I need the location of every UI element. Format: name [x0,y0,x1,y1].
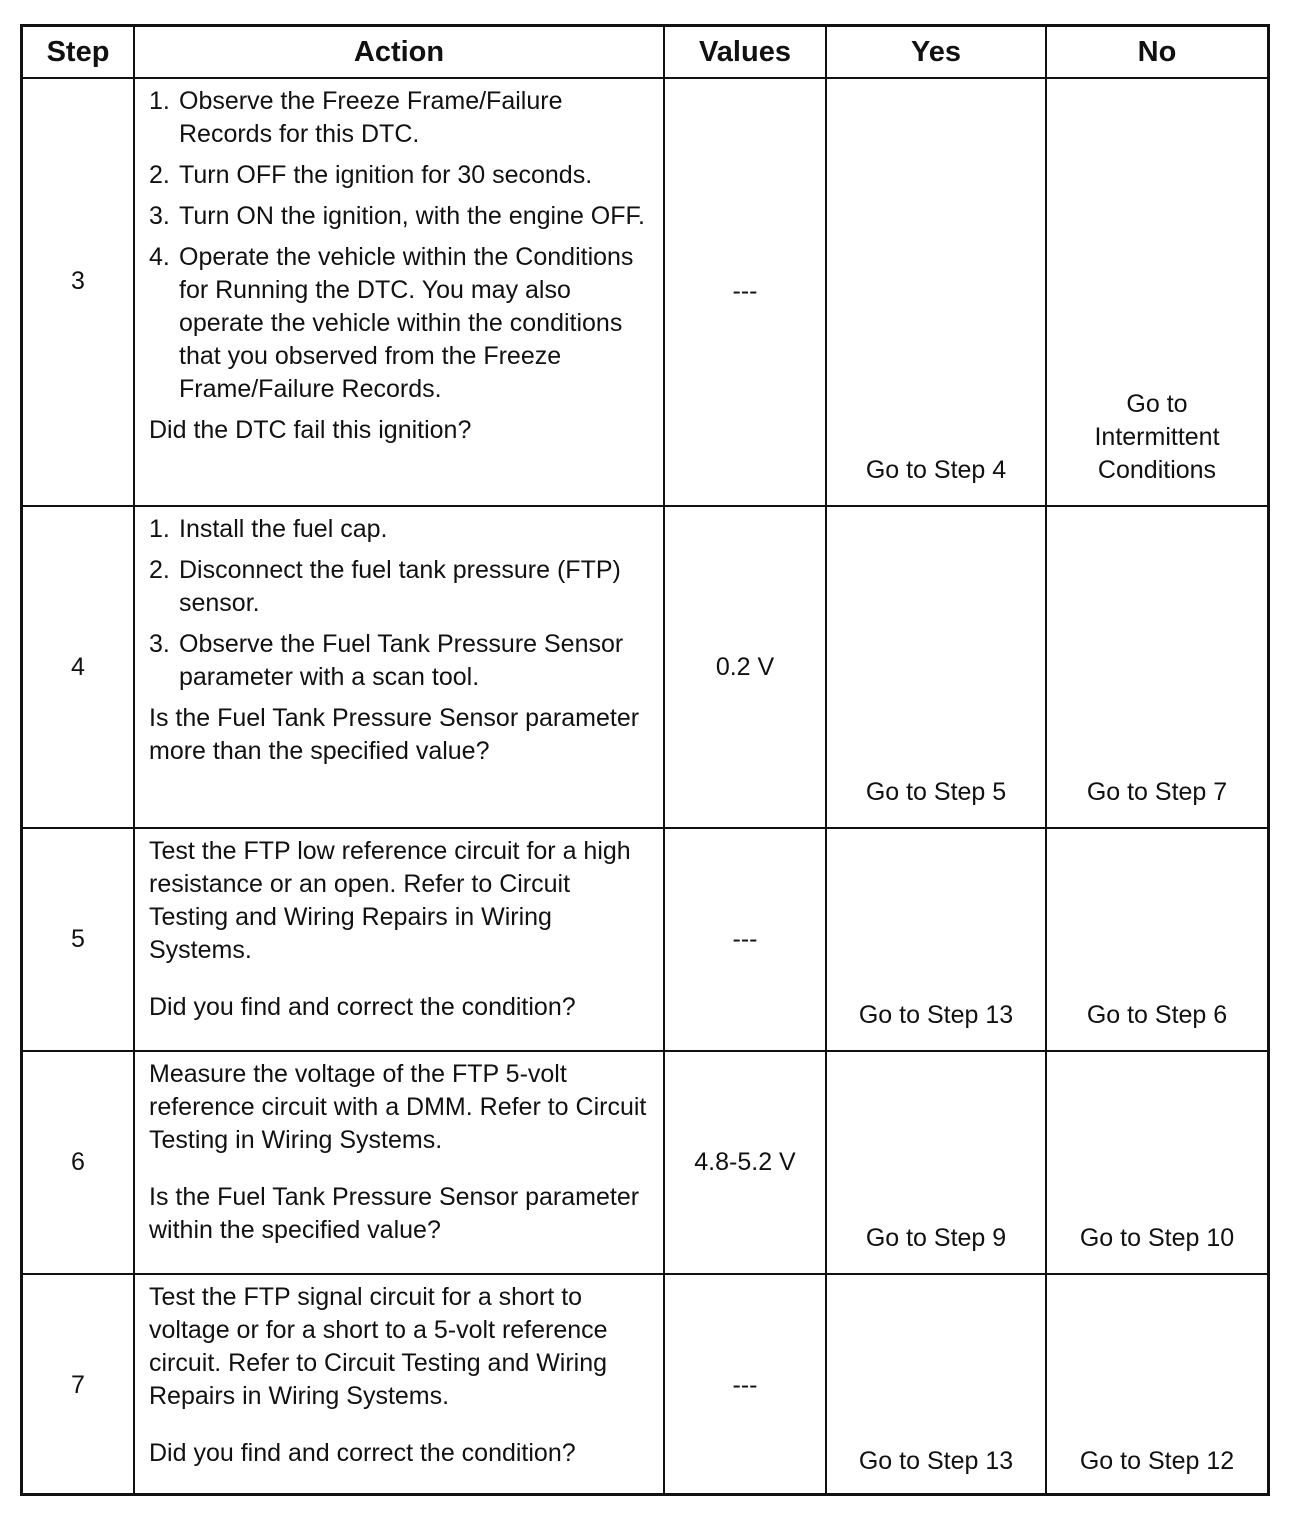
value-cell: --- [664,78,826,506]
action-cell [134,78,664,506]
action-text: Test the FTP low reference circuit for a high resistance or an open. Refer to Circuit Testing and Wiring Repairs in Wiring Systems. [149,837,631,964]
step-number: 7 [23,1274,134,1496]
diagnostic-table [23,27,1267,1496]
action-step: Install the fuel cap. [179,515,388,543]
action-question: Did the DTC fail this ignition? [149,416,472,444]
value-cell: 0.2 V [664,506,826,828]
header-yes: Yes [826,27,1046,78]
yes-cell: Go to Step 13 [826,1274,1046,1496]
action-text: Measure the voltage of the FTP 5-volt reference circuit with a DMM. Refer to Circuit Testing in Wiring Systems. [149,1060,647,1154]
action-step: Turn ON the ignition, with the engine OFF. [179,202,645,230]
no-cell: Go to Step 6 [1046,828,1267,1051]
value-cell: --- [664,828,826,1051]
yes-cell: Go to Step 9 [826,1051,1046,1274]
step-number: 3 [23,78,134,506]
action-cell [134,506,664,828]
action-question: Did you find and correct the condition? [149,1439,576,1467]
yes-cell: Go to Step 13 [826,828,1046,1051]
action-cell [134,1274,664,1496]
action-steps [149,85,653,406]
no-cell: Go to Step 12 [1046,1274,1267,1496]
value-cell: --- [664,1274,826,1496]
action-step: Turn OFF the ignition for 30 seconds. [179,161,593,189]
action-step: Operate the vehicle within the Conditions for Running the DTC. You may also operate the vehicle within the conditions that you observed from the Freeze Frame/Failure Records. [179,243,634,403]
header-values: Values [664,27,826,78]
table-row [23,1051,1267,1274]
table-row [23,1274,1267,1496]
action-text: Test the FTP signal circuit for a short to voltage or for a short to a 5-volt reference circuit. Refer to Circuit Testing and Wiring Repairs in Wiring Systems. [149,1283,608,1410]
no-cell-text: Go to Intermittent Conditions [1094,390,1220,484]
table-row [23,506,1267,828]
action-step: Disconnect the fuel tank pressure (FTP) sensor. [179,556,621,617]
step-number: 6 [23,1051,134,1274]
table-row [23,78,1267,506]
value-cell: 4.8-5.2 V [664,1051,826,1274]
header-no: No [1046,27,1267,78]
action-question: Is the Fuel Tank Pressure Sensor parameter more than the specified value? [149,704,640,765]
action-cell [134,828,664,1051]
step-number: 4 [23,506,134,828]
action-question: Is the Fuel Tank Pressure Sensor parameter within the specified value? [149,1183,640,1244]
action-cell [134,1051,664,1274]
step-number: 5 [23,828,134,1051]
action-question: Did you find and correct the condition? [149,993,576,1021]
table-row [23,828,1267,1051]
header-row [23,27,1267,78]
yes-cell: Go to Step 5 [826,506,1046,828]
action-steps [149,513,653,694]
yes-cell: Go to Step 4 [826,78,1046,506]
no-cell: Go to Step 10 [1046,1051,1267,1274]
action-step: Observe the Fuel Tank Pressure Sensor parameter with a scan tool. [179,630,624,691]
no-cell: Go to Step 7 [1046,506,1267,828]
diagnostic-table-frame [20,24,1270,1496]
no-cell [1046,78,1267,506]
action-step: Observe the Freeze Frame/Failure Records for this DTC. [179,87,563,148]
header-action: Action [134,27,664,78]
header-step: Step [23,27,134,78]
